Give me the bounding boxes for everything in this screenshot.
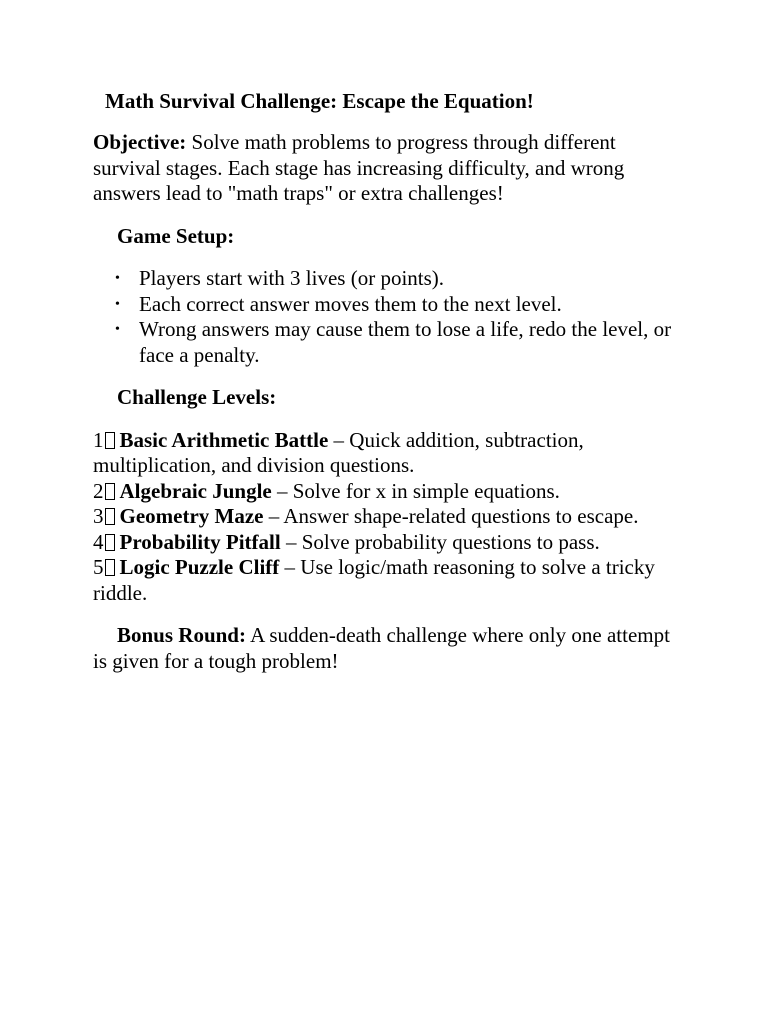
missing-glyph-icon xyxy=(105,432,115,449)
level-name: Probability Pitfall xyxy=(119,529,281,554)
list-item xyxy=(93,292,683,318)
objective-paragraph xyxy=(93,130,683,207)
list-item xyxy=(93,317,683,368)
list-item-text: Wrong answers may cause them to lose a life, redo the level, or face a penalty. xyxy=(139,317,672,367)
level-name: Algebraic Jungle xyxy=(119,478,272,503)
level-number: 5 xyxy=(93,555,104,579)
bonus-text: A sudden-death challenge where only one attempt is given for a tough problem! xyxy=(93,623,670,673)
document-title: Math Survival Challenge: Escape the Equation! xyxy=(105,89,534,113)
document-page xyxy=(93,88,683,674)
challenge-levels-list xyxy=(93,428,683,607)
level-item xyxy=(93,504,683,530)
objective-text: Solve math problems to progress through different survival stages. Each stage has increasing difficulty, and wrong answers lead to "math traps" or extra challenges! xyxy=(93,130,625,205)
level-number: 2 xyxy=(93,478,104,503)
challenge-levels-heading: Challenge Levels: xyxy=(117,385,277,409)
list-item xyxy=(93,266,683,292)
level-name: Logic Puzzle Cliff xyxy=(119,555,280,579)
bullet-icon: • xyxy=(115,271,120,286)
level-item xyxy=(93,479,683,505)
missing-glyph-icon xyxy=(105,559,115,576)
level-item xyxy=(93,530,683,556)
level-item xyxy=(93,555,683,606)
list-item-text: Players start with 3 lives (or points). xyxy=(139,266,445,290)
missing-glyph-icon xyxy=(105,508,115,525)
level-number: 1 xyxy=(93,427,104,452)
list-item-text: Each correct answer moves them to the next level. xyxy=(139,291,562,316)
missing-glyph-icon xyxy=(105,534,115,551)
game-setup-list xyxy=(93,266,683,368)
bonus-paragraph xyxy=(93,623,683,674)
level-name: Basic Arithmetic Battle xyxy=(119,427,329,452)
bonus-label: Bonus Round: xyxy=(117,623,246,647)
missing-glyph-icon xyxy=(105,483,115,500)
bullet-icon: • xyxy=(115,322,120,337)
level-description: – Use logic/math reasoning to solve a tricky riddle. xyxy=(93,555,655,605)
level-description: – Quick addition, subtraction, multiplication, and division questions. xyxy=(93,427,584,477)
bullet-icon: • xyxy=(115,296,120,312)
game-setup-heading: Game Setup: xyxy=(117,223,235,248)
level-number: 3 xyxy=(93,504,104,528)
level-description: – Solve for x in simple equations. xyxy=(271,478,560,503)
level-number: 4 xyxy=(93,529,104,554)
level-item xyxy=(93,428,683,479)
level-name: Geometry Maze xyxy=(119,504,264,528)
level-description: – Answer shape-related questions to escape. xyxy=(263,504,639,528)
objective-label: Objective: xyxy=(93,130,187,154)
level-description: – Solve probability questions to pass. xyxy=(280,529,600,554)
